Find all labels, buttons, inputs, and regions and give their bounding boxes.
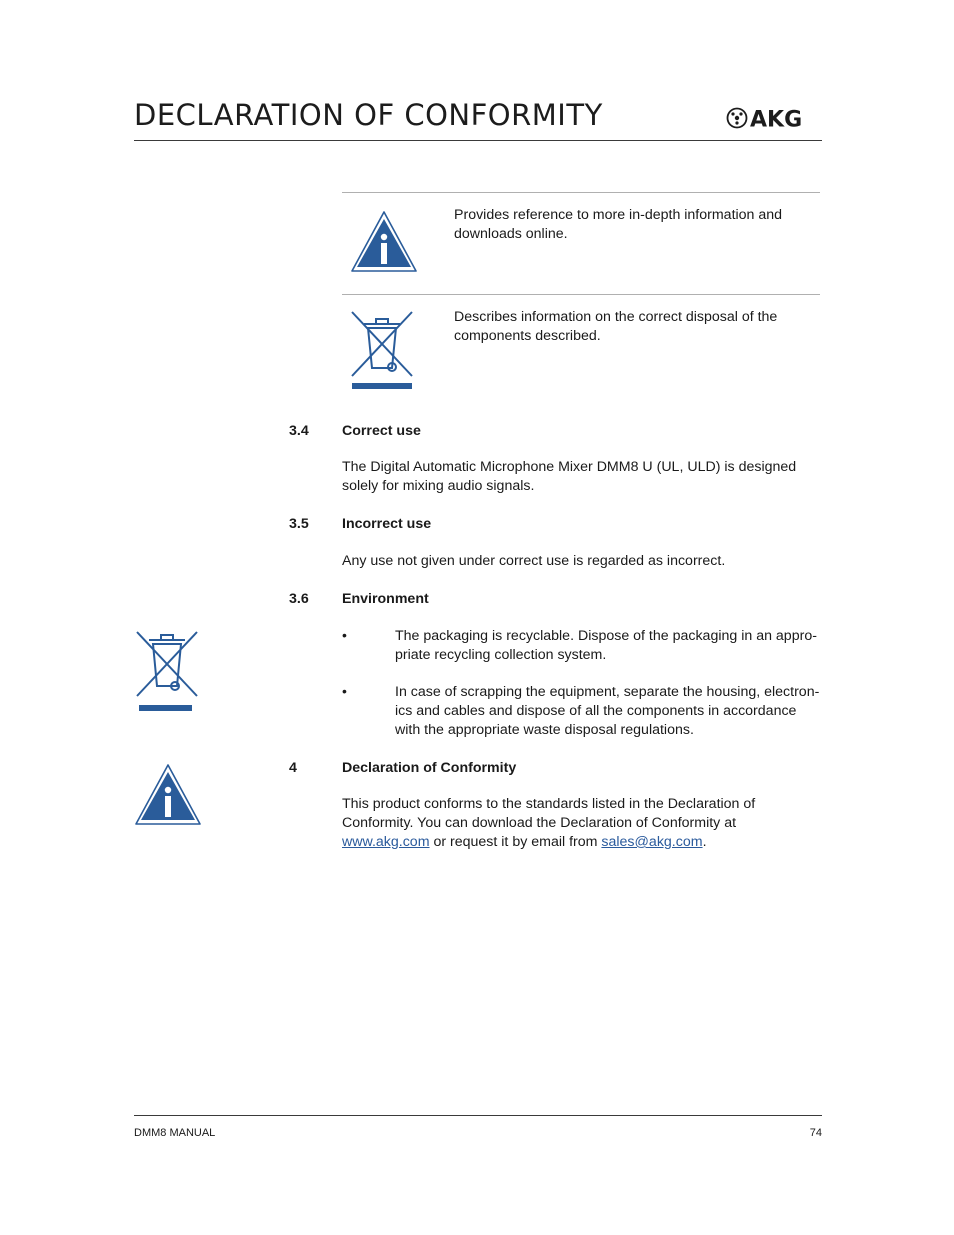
weee-bin-icon	[350, 310, 414, 395]
info-triangle-icon	[134, 763, 202, 831]
section-body: Any use not given under correct use is regarded as incorrect.	[342, 553, 726, 569]
footer-manual-name: DMM8 MANUAL	[134, 1127, 216, 1139]
section-heading: Incorrect use	[342, 516, 432, 532]
footer-rule	[134, 1115, 822, 1116]
bullet-marker: •	[342, 683, 347, 699]
section-number: 4	[289, 760, 297, 776]
list-item: In case of scrapping the equipment, separate the housing, electron-ics and cables and dispose of all the components in accordance with the appropriate waste disposal regulations.	[395, 684, 820, 738]
akg-logo	[726, 104, 824, 132]
page-title: DECLARATION OF CONFORMITY	[134, 98, 603, 132]
body-text: This product conforms to the standards listed in the Declaration of Conformity. You can download the Declaration of Conformity at	[342, 796, 756, 831]
section-heading: Declaration of Conformity	[342, 760, 517, 776]
logo-text: AKG	[750, 107, 803, 132]
symbol-description: Describes information on the correct disposal of the components described.	[454, 309, 778, 344]
section-heading: Environment	[342, 591, 429, 607]
info-triangle-icon	[350, 210, 418, 278]
sales-email-link[interactable]: sales@akg.com	[601, 834, 703, 850]
section-body: The Digital Automatic Microphone Mixer DMM8 U (UL, ULD) is designed solely for mixing audio signals.	[342, 459, 797, 494]
body-text: .	[702, 834, 707, 850]
page-number: 74	[809, 1127, 822, 1139]
header-rule	[134, 140, 822, 141]
section-body	[342, 795, 812, 852]
section-number: 3.5	[289, 516, 309, 532]
section-heading: Correct use	[342, 423, 421, 439]
section-number: 3.6	[289, 591, 309, 607]
section-number: 3.4	[289, 423, 309, 439]
list-item: The packaging is recyclable. Dispose of the packaging in an appro-priate recycling collection system.	[395, 628, 817, 663]
table-rule-top	[342, 192, 820, 193]
bullet-marker: •	[342, 627, 347, 643]
body-text: or request it by email from	[429, 834, 602, 850]
weee-bin-icon	[135, 630, 199, 719]
symbol-description: Provides reference to more in-depth information and downloads online.	[454, 207, 783, 242]
akg-website-link[interactable]: www.akg.com	[342, 834, 430, 850]
table-rule-middle	[342, 294, 820, 295]
